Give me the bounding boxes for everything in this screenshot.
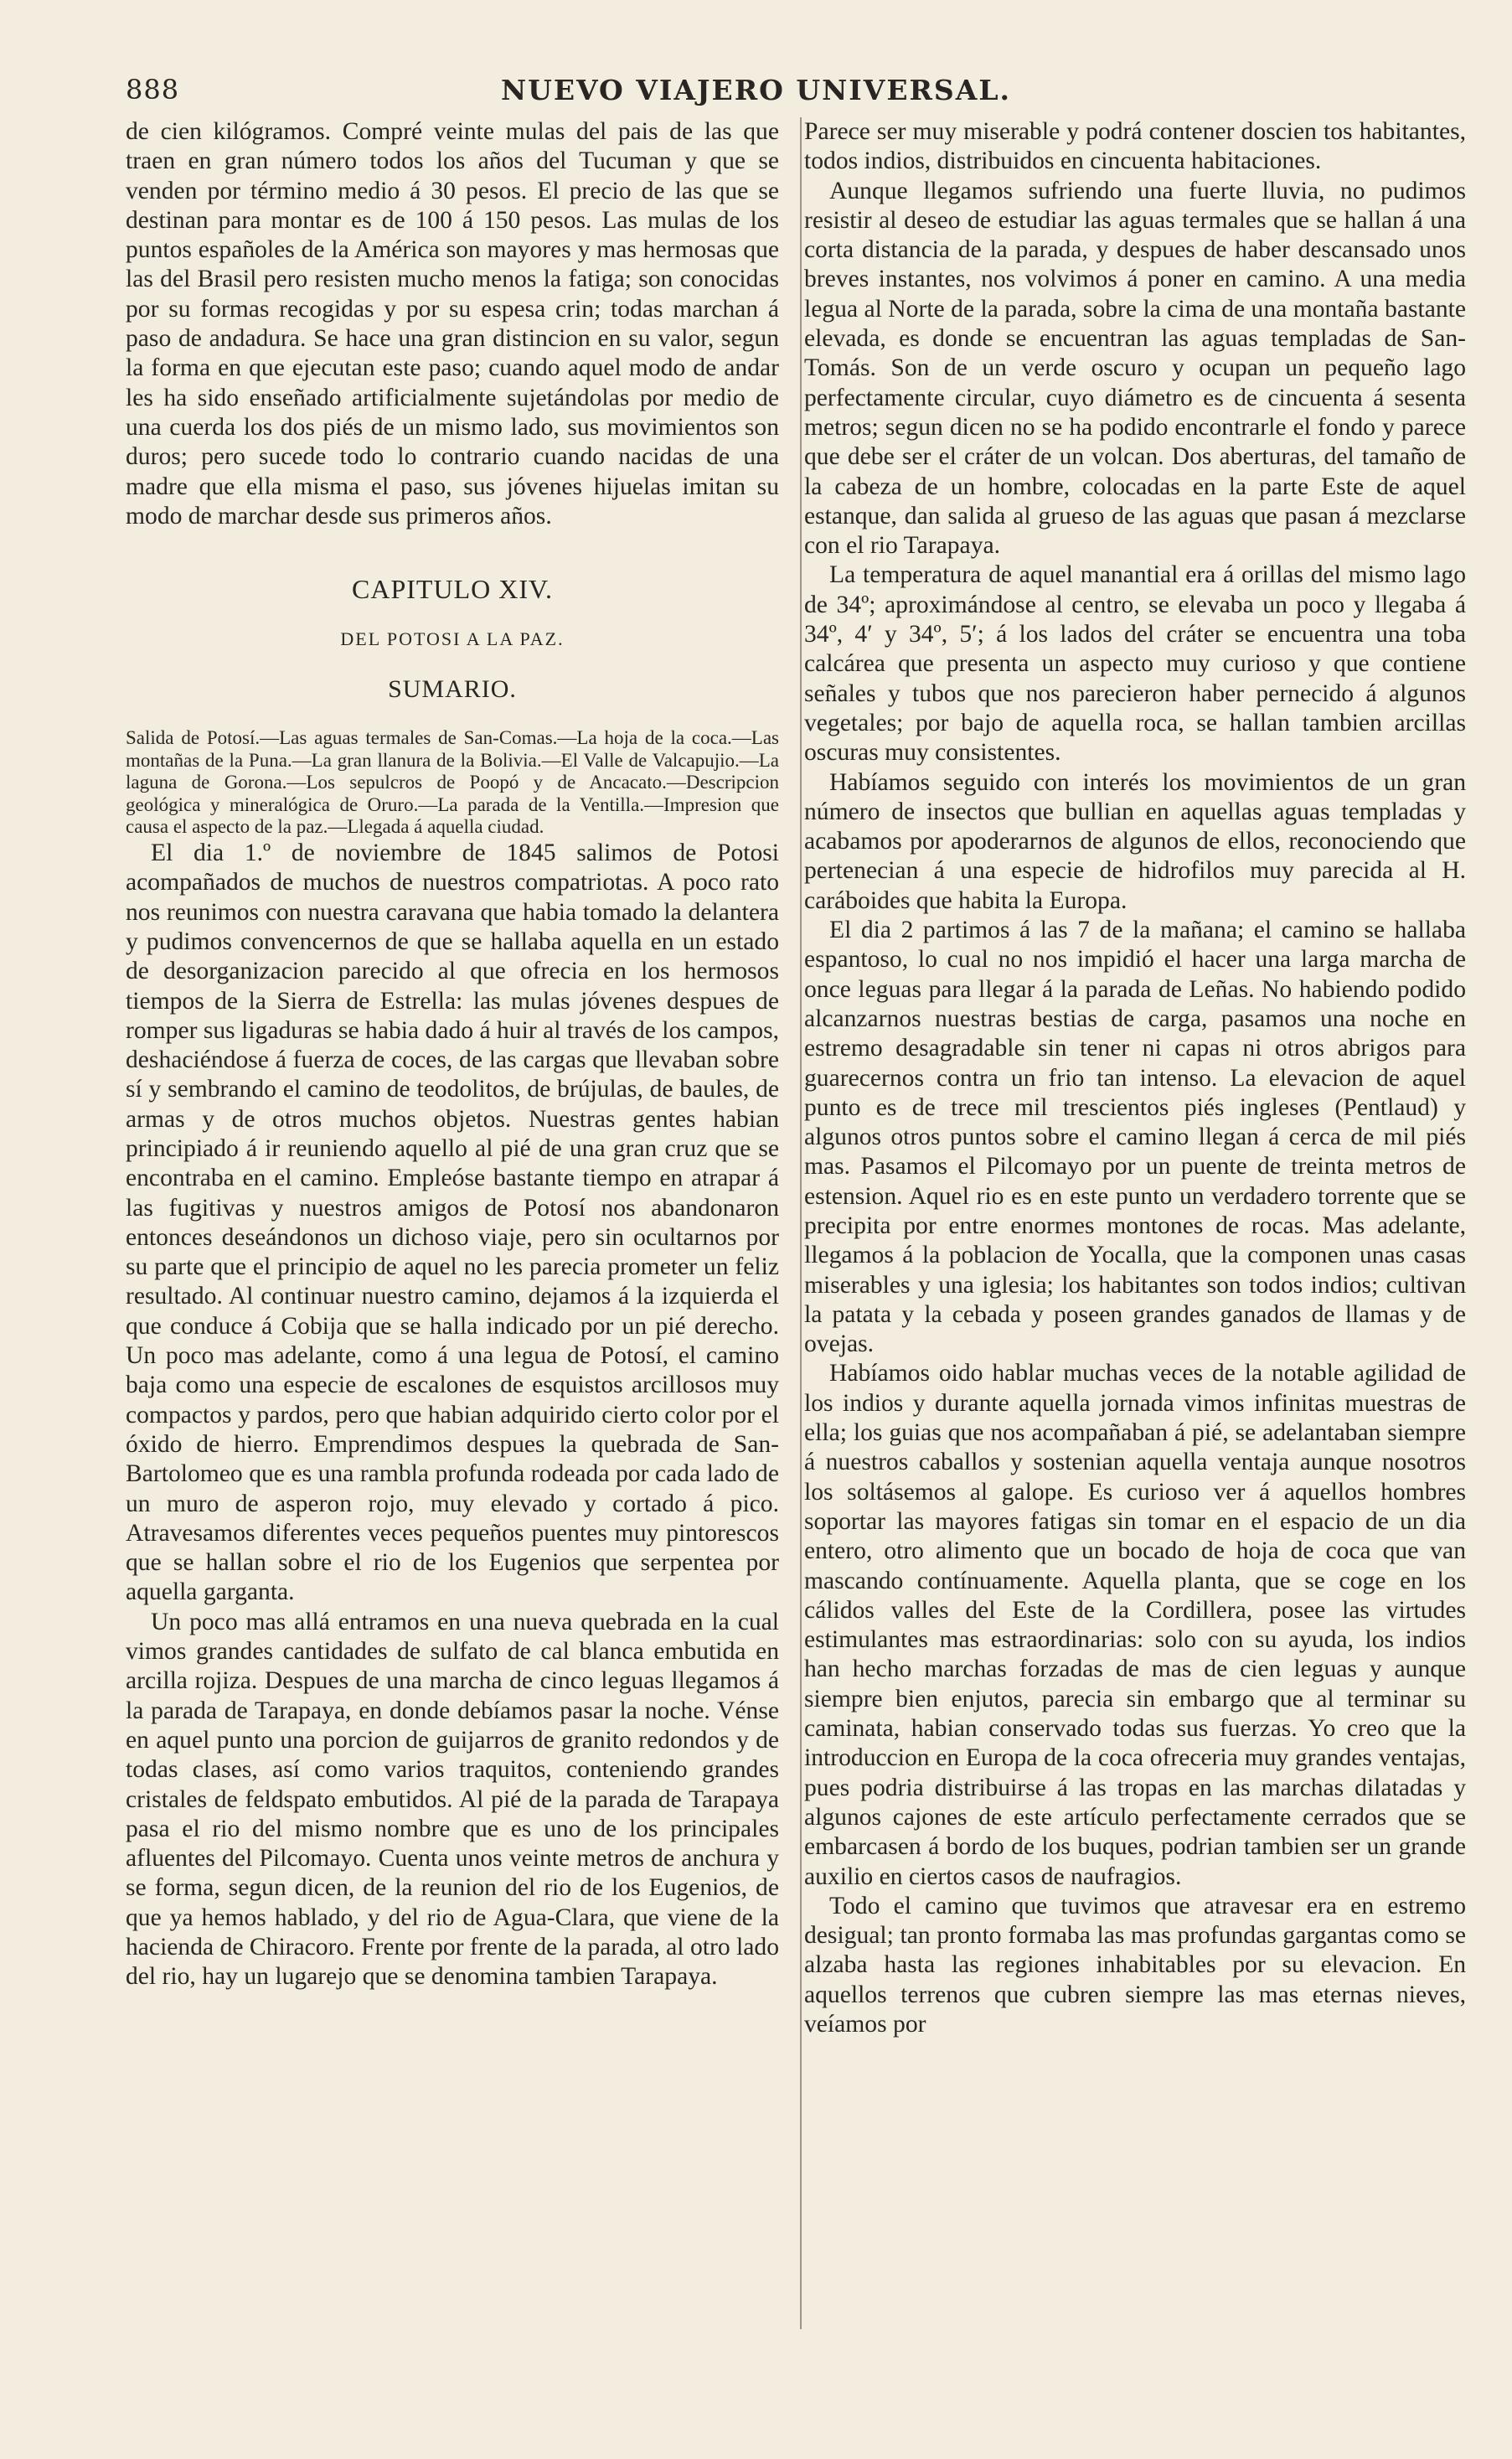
paragraph: La temperatura de aquel manantial era á orillas del mismo lago de 34º; aproximándose al centro, se elevaba un poco y llegaba á 34º, 4′ y 34º, 5′; á los lados del cráter se encuentra una toba calcárea que presenta un aspecto muy curioso y que contiene señales y tubos que nos parecieron haber pernecido á algunos vegetales; por bajo de aquella roca, se hallan tambien arcillas oscuras muy consistentes. bbox=[804, 561, 1466, 767]
paragraph: Parece ser muy miserable y podrá contener doscien tos habitantes, todos indios, distribuidos en cincuenta habitaciones. bbox=[804, 118, 1466, 175]
paragraph: El dia 2 partimos á las 7 de la mañana; el camino se hallaba espantoso, lo cual no nos impidió el hacer una larga marcha de once leguas para llegar á la parada de Leñas. No habiendo podido alcanzarnos nuestras bestias de carga, pasamos una noche en estremo desagradable sin tener ni capas ni otros abrigos para guarecernos contra un frio tan intenso. La elevacion de aquel punto es de trece mil trescientos piés ingleses (Pentlaud) y algunos otros puntos sobre el camino llegan á cerca de mil piés mas. Pasamos el Pilcomayo por un puente de treinta metros de estension. Aquel rio es en este punto un verdadero torrente que se precipita por entre enormes montones de rocas. Mas adelante, llegamos á la poblacion de Yocalla, que la componen unas casas miserables y una iglesia; los habitantes son todos indios; cultivan la patata y la cebada y poseen grandes ganados de llamas y de ovejas. bbox=[804, 917, 1466, 1358]
page-header bbox=[0, 74, 1512, 116]
chapter-subtitle: DEL POTOSI A LA PAZ. bbox=[340, 628, 565, 650]
chapter-summary: Salida de Potosí.—Las aguas termales de San-Comas.—La hoja de la coca.—Las montañas de la Puna.—La gran llanura de la Bolivia.—El Valle de Valcapujio.—La laguna de Gorona.—Los sepulcros de Poopó y de Ancacato.—Descripcion geológica y mineralógica de Oruro.—La parada de la Ventilla.—Impresion que causa el aspecto de la paz.—Llegada á aquella ciudad. bbox=[126, 727, 779, 838]
paragraph: Habíamos oido hablar muchas veces de la notable agilidad de los indios y durante aquella jornada vimos infinitas muestras de ella; los guias que nos acompañaban á pié, se adelantaban siempre á nuestros caballos y sostenian aquella ventaja aunque nosotros los soltásemos al galope. Es curioso ver á aquellos hombres soportar las mayores fatigas sin tomar en el espacio de un dia entero, otro alimento que un bocado de hoja de coca que van mascando contínuamente. Aquella planta, que se coge en los cálidos valles del Este de la Cordillera, posee las virtudes estimulantes mas estraordinarias: solo con su ayuda, los indios han hecho marchas forzadas de mas de cien leguas y aunque siempre bien enjutos, parecia sin embargo que al terminar su caminata, habian conservado todas sus fuerzas. Yo creo que la introduccion en Europa de la coca ofreceria muy grandes ventajas, pues podria distribuirse á las tropas en las marchas dilatadas y algunos cajones de este artículo perfectamente cerrados que se embarcasen á bordo de los buques, podrian tambien ser un grande auxilio en ciertos casos de naufragios. bbox=[804, 1360, 1466, 1890]
paragraph: Todo el camino que tuvimos que atravesar era en estremo desigual; tan pronto formaba las mas profundas gargantas como se alzaba hasta las regiones inhabitables por su elevacion. En aquellos terrenos que cubren siempre las mas eternas nieves, veíamos por bbox=[804, 1892, 1466, 2038]
paragraph: Aunque llegamos sufriendo una fuerte lluvia, no pudimos resistir al deseo de estudiar las aguas termales que se hallan á una corta distancia de la parada, y despues de haber descansado unos breves instantes, nos volvimos á poner en camino. A una media legua al Norte de la parada, sobre la cima de una montaña bastante elevada, es donde se encuentran las aguas templadas de San-Tomás. Son de un verde oscuro y ocupan un pequeño lago perfectamente circular, cuyo diámetro es de cincuenta á sesenta metros; segun dicen no se ha podido encontrarle el fondo y parece que debe ser el cráter de un volcan. Dos aberturas, del tamaño de la cabeza de un hombre, colocadas en la parte Este de aquel estanque, dan salida al grueso de las aguas que pasan á mezclarse con el rio Tarapaya. bbox=[804, 177, 1466, 560]
column-divider bbox=[800, 117, 802, 2329]
paragraph: El dia 1.º de noviembre de 1845 salimos de Potosi acompañados de muchos de nuestros compatriotas. A poco rato nos reunimos con nuestra caravana que habia tomado la delantera y pudimos convencernos de que se hallaba aquella en un estado de desorganizacion parecido al que ofrecia en los hermosos tiempos de la Sierra de Estrella: las mulas jóvenes despues de romper sus ligaduras se habia dado á huir al través de los campos, deshaciéndose á fuerza de coces, de las cargas que llevaban sobre sí y sembrando el camino de teodolitos, de brújulas, de baules, de armas y de otros muchos objetos. Nuestras gentes habian principiado á ir reuniendo aquello al pié de una gran cruz que se encontraba en el camino. Empleóse bastante tiempo en atrapar á las fugitivas y nuestros amigos de Potosí nos abandonaron entonces deseándonos un dichoso viaje, pero sin ocultarnos por su parte que el principio de aquel no les parecia prometer un feliz resultado. Al continuar nuestro camino, dejamos á la izquierda el que conduce á Cobija que se halla indicado por un pié derecho. Un poco mas adelante, como á una legua de Potosí, el camino baja como una especie de escalones de esquistos arcillosos muy compactos y pardos, pero que habian adquirido cierto color por el óxido de hierro. Emprendimos despues la quebrada de San-Bartolomeo que es una rambla profunda rodeada por cada lado de un muro de asperon rojo, muy elevado y cortado á pico. Atravesamos diferentes veces pequeños puentes muy pintorescos que se hallan sobre el rio de los Eugenios que serpentea por aquella garganta. bbox=[126, 839, 779, 1606]
paragraph: Un poco mas allá entramos en una nueva quebrada en la cual vimos grandes cantidades de sulfato de cal blanca embutida en arcilla rojiza. Despues de una marcha de cinco leguas llegamos á la parada de Tarapaya, en donde debíamos pasar la noche. Vénse en aquel punto una porcion de guijarros de granito redondos y de todas clases, así como varios traquitos, conteniendo grandes cristales de feldspato embutidos. Al pié de la parada de Tarapaya pasa el rio del mismo nombre que es uno de los principales afluentes del Pilcomayo. Cuenta unos veinte metros de anchura y se forma, segun dicen, de la reunion del rio de los Eugenios, de que ya hemos hablado, y del rio de Agua-Clara, que viene de la hacienda de Chiracoro. Frente por frente de la parada, al otro lado del rio, hay un lugarejo que se denomina tambien Tarapaya. bbox=[126, 1608, 779, 1991]
left-column bbox=[126, 117, 779, 1992]
running-title: NUEVO VIAJERO UNIVERSAL. bbox=[500, 74, 1012, 106]
page-number: 888 bbox=[126, 74, 180, 106]
summary-heading: SUMARIO. bbox=[388, 674, 517, 703]
right-column bbox=[804, 117, 1466, 2039]
paragraph: de cien kilógramos. Compré veinte mulas del pais de las que traen en gran número todos los años del Tucuman y que se venden por término medio á 30 pesos. El precio de las que se destinan para montar es de 100 á 150 pesos. Las mulas de los puntos españoles de la América son mayores y mas hermosas que las del Brasil pero resisten mucho menos la fatiga; son conocidas por su formas recogidas y por su espesa crin; todas marchan á paso de andadura. Se hace una gran distincion en su valor, segun la forma en que ejecutan este paso; cuando aquel modo de andar les ha sido enseñado artificialmente sujetándolas por medio de una cuerda los dos piés de un mismo lado, sus movimientos son duros; pero sucede todo lo contrario cuando nacidas de una madre que ella misma el paso, sus jóvenes hijuelas imitan su modo de marchar desde sus primeros años. bbox=[126, 118, 779, 530]
chapter-title: CAPITULO XIV. bbox=[352, 574, 553, 605]
paragraph: Habíamos seguido con interés los movimientos de un gran número de insectos que bullian en aquellas aguas templadas y acabamos por apoderarnos de algunos de ellos, reconociendo que pertenecian á una especie de hidrofilos muy parecida al H. caráboides que habita la Europa. bbox=[804, 768, 1466, 914]
